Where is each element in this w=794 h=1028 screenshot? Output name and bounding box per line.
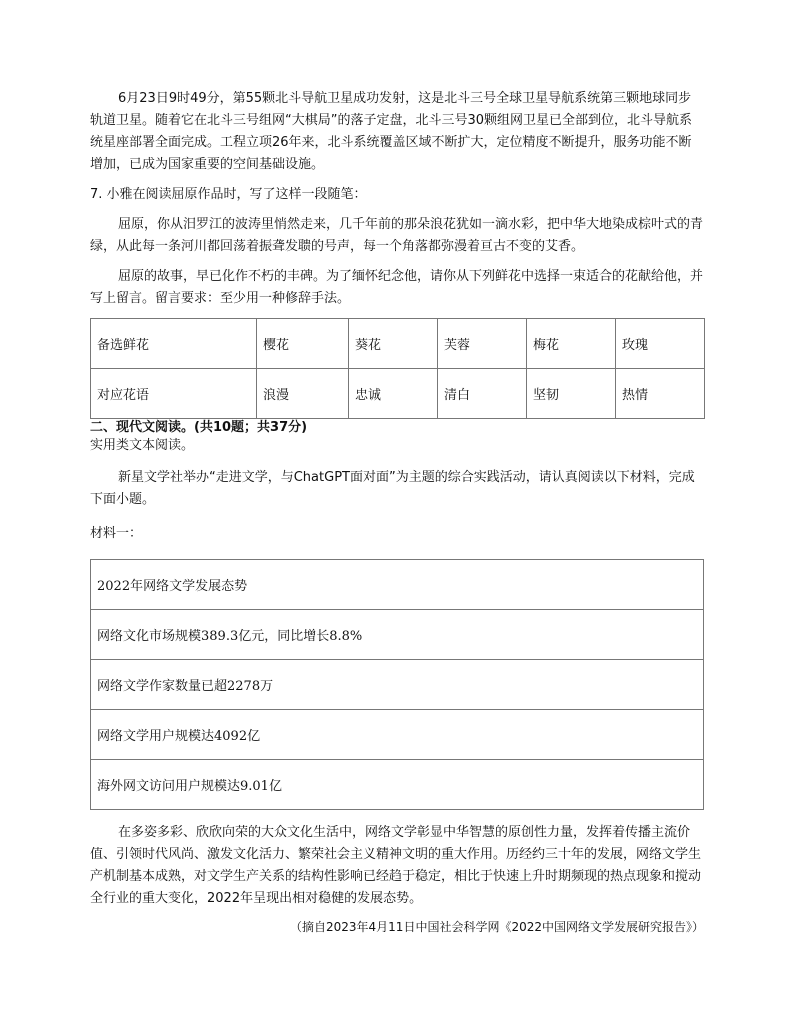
flower-table-cell: 樱花 <box>257 319 349 369</box>
flower-table-cell: 芙蓉 <box>438 319 527 369</box>
flower-table <box>90 318 705 419</box>
material-table-cell: 网络文学作家数量已超2278万 <box>91 660 704 710</box>
material-table-cell: 网络文学用户规模达4092亿 <box>91 710 704 760</box>
flower-table-cell: 玫瑰 <box>616 319 705 369</box>
intro-paragraph: 6月23日9时49分，第55颗北斗导航卫星成功发射，这是北斗三号全球卫星导航系统第三颗地球同步轨道卫星。随着它在北斗三号组网“大棋局”的落子定盘，北斗三号30颗组网卫星已全部到位，北斗导航系统星座部署全面完成。工程立项26年来，北斗系统覆盖区域不断扩大，定位精度不断提升，服务功能不断增加，已成为国家重要的空间基础设施。 <box>90 91 693 172</box>
material-table-cell: 2022年网络文学发展态势 <box>91 560 704 610</box>
section-2-subheading: 实用类文本阅读。 <box>90 438 195 453</box>
material-table-row <box>91 660 704 710</box>
flower-table-cell: 备选鲜花 <box>91 319 257 369</box>
document-page <box>90 88 704 938</box>
flower-table-cell: 清白 <box>438 369 527 419</box>
section-2-heading: 二、现代文阅读。(共10题；共37分) <box>90 420 308 435</box>
flower-table-cell: 坚韧 <box>527 369 616 419</box>
material-table <box>90 559 704 810</box>
source-citation: （摘自2023年4月11日中国社会科学网《2022中国网络文学发展研究报告》） <box>290 920 704 934</box>
material-table-cell: 海外网文访问用户规模达9.01亿 <box>91 760 704 810</box>
question-7-task-paragraph: 屈原的故事，早已化作不朽的丰碑。为了缅怀纪念他，请你从下列鲜花中选择一束适合的花献给他，并写上留言。留言要求：至少用一种修辞手法。 <box>90 269 704 306</box>
section-2-instruction: 新星文学社举办“走进文学，与ChatGPT面对面”为主题的综合实践活动，请认真阅读以下材料，完成下面小题。 <box>90 470 695 507</box>
flower-table-cell: 浪漫 <box>257 369 349 419</box>
material-table-row <box>91 710 704 760</box>
flower-table-cell: 热情 <box>616 369 705 419</box>
question-7-title: 7. 小雅在阅读屈原作品时，写了这样一段随笔： <box>90 187 367 202</box>
material-table-row <box>91 610 704 660</box>
material-table-row <box>91 560 704 610</box>
question-7-essay-paragraph: 屈原，你从汨罗江的波涛里悄然走来，几千年前的那朵浪花犹如一滴水彩，把中华大地染成棕叶式的青绿，从此每一条河川都回荡着振聋发聩的号声，每一个角落都弥漫着亘古不变的艾香。 <box>90 217 704 254</box>
material-1-label: 材料一： <box>90 526 143 541</box>
material-table-row <box>91 760 704 810</box>
material-paragraph: 在多姿多彩、欣欣向荣的大众文化生活中，网络文学彰显中华智慧的原创性力量，发挥着传播主流价值、引领时代风尚、激发文化活力、繁荣社会主义精神文明的重大作用。历经约三十年的发展，网络文学生产机制基本成熟，对文学生产关系的结构性影响已经趋于稳定，相比于快速上升时期频现的热点现象和搅动全行业的重大变化，2022年呈现出相对稳健的发展态势。 <box>90 825 702 906</box>
flower-table-row <box>91 369 705 419</box>
flower-table-cell: 葵花 <box>349 319 438 369</box>
flower-table-cell: 梅花 <box>527 319 616 369</box>
flower-table-cell: 对应花语 <box>91 369 257 419</box>
flower-table-row <box>91 319 705 369</box>
flower-table-cell: 忠诚 <box>349 369 438 419</box>
material-table-cell: 网络文化市场规模389.3亿元，同比增长8.8% <box>91 610 704 660</box>
